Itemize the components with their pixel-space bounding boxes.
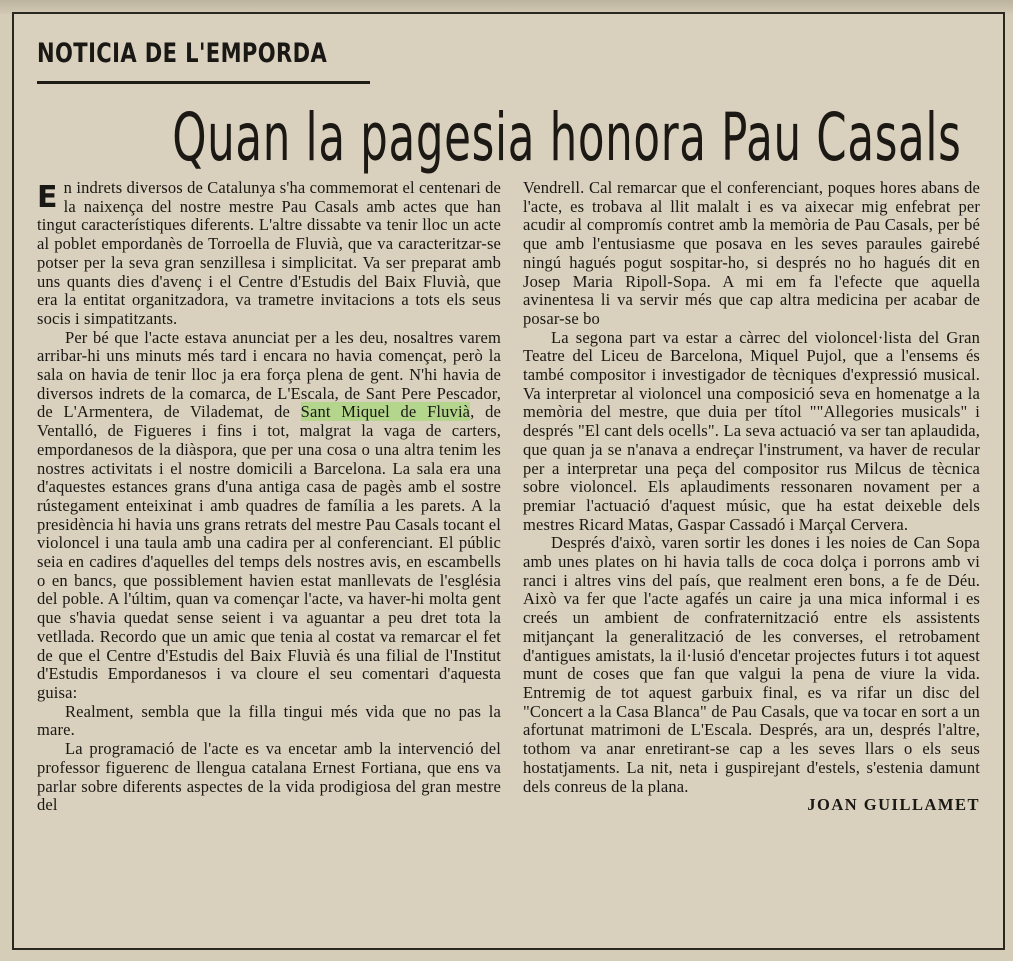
paragraph-1-text: n indrets diversos de Catalunya s'ha commemorat el centenari de la naixença del nostre mestre Pau Casals amb actes que han tingut característiques diferents. L'altre dissabte va tenir lloc un acte al poblet empordanès de Torroella de Fluvià, que va caracteritzar-se potser per la seva gran senzillesa i simplicitat. Va ser preparat amb uns quants dies d'avenç i el Centre d'Estudis del Baix Fluvià, que era la entitat organitzadora, va trametre invitacions a tots els seus socis i simpatitzants. [37,178,501,328]
paragraph-2-text-a: Per bé que l'acte estava anunciat per a les deu, nosaltres varem arribar-hi uns minuts més tard i encara no havia començat, però la sala on havia de tenir lloc ja era força plena de gent. N'hi havia de diversos indrets de la comarca, de L'Escala, de Sant Pere Pescador, de L'Armentera, de Vilademat, de [37,327,501,422]
section-kicker: NOTICIA DE L'EMPORDA [37,38,328,69]
paragraph-6: La segona part va estar a càrrec del violoncel·lista del Gran Teatre del Liceu de Barcelona, Miquel Pujol, que a l'ensems és també compositor i investigador de tècniques d'expressió musical. Va interpretar al violoncel una composició seva en homenatge a la memòria del mestre, que duia per títol ""Allegories musicals" i després "El cant dels ocells". La seva actuació va ser tan aplaudida, que quan ja se n'anava a endreçar l'instrument, va haver de recular per a interpretar una peça del compositor rus Milcus de tècnica sobre violoncel. Els aplaudiments ressonaren novament per a premiar l'actuació d'aquest músic, que ha estat deixeble dels mestres Ricard Matas, Gaspar Cassadó i Marçal Cervera. [523,327,980,534]
paragraph-5: Vendrell. Cal remarcar que el conferenciant, poques hores abans de l'acte, es trobava al llit malalt i es va aixecar mig enfebrat per acudir al compromís contret amb la memòria de Pau Casals, per bé que amb l'entusiasme que posava en les seves paraules gairebé ningú hagués pogut sospitar-ho, si després no ho hagués dit en Josep Maria Ripoll-Sopa. A mi em fa l'efecte que aquella avinentesa li va servir més que cap altra medicina per acabar de posar-se bo [523,178,980,328]
author-signature: JOAN GUILLAMET [807,795,980,815]
paragraph-2-text-b: , de Ventalló, de Figueres i fins i tot, malgrat la vaga de carters, empordanesos de la diàspora, que per una cosa o una altra tenim les nostres activitats i el nostre domicili a Barcelona. La sala era una d'aquestes estances grans d'una antiga casa de pagès amb el sostre rústegament enteixinat i amb quadres de família a les parets. A la presidència hi havia uns grans retrats del mestre Pau Casals tocant el violoncel i una taula amb una cadira per al conferenciant. El públic seia en cadires d'aquelles del temps dels nostres avis, en escambells o en bancs, que possiblement havien estat manllevats de l'església del poble. A l'últim, quan va començar l'acte, va haver-hi molta gent que s'havia quedat sense seient i va aguantar a peu dret tota la vetllada. Recordo que un amic que tenia al costat va remarcar el fet de que el Centre d'Estudis del Baix Fluvià és una filial de l'Institut d'Estudis Empordanesos i va cloure el seu comentari d'aquesta guisa: [37,402,502,702]
paragraph-3: Realment, sembla que la filla tingui més vida que no pas la mare. [37,701,501,740]
paragraph-1 [37,179,501,329]
article-headline: Quan la pagesia honora Pau Casals [172,99,962,176]
left-column [37,179,501,815]
paragraph-2 [37,329,501,703]
kicker-underline [37,81,370,84]
drop-cap: E [37,180,58,215]
right-column [523,179,980,815]
paragraph-7: Després d'això, varen sortir les dones i les noies de Can Sopa amb unes plates on hi havia talls de coca dolça i porrons amb vi ranci i altres vins del país, que realment eren bons, a fe de Déu. Això va fer que l'acte agafés un caire ja una mica informal i es creés un ambient de confraternització entre els assistents mitjançant la generalització de les converses, el retrobament d'antigues amistats, la il·lusió d'encetar projectes futurs i tot aquest munt de coses que fan que valgui la pena de viure la vida. Entremig de tot aquest garbuix final, es va rifar un disc del "Concert a la Casa Blanca" de Pau Casals, que va tocar en sort a un afortunat matrimoni de L'Escala. Després, ara un, després l'altre, tothom va anar enretirant-se cap a les seves llars o els seus hostatjaments. La nit, neta i guspirejant d'estels, s'estenia damunt dels conreus de la plana. [523,533,980,796]
paragraph-4: La programació de l'acte es va encetar amb la intervenció del professor figuerenc de llengua catalana Ernest Fortiana, que ens va parlar sobre diferents aspectes de la vida prodigiosa del gran mestre del [37,739,501,815]
highlighted-place-name: Sant Miquel de Fluvià [300,402,471,422]
